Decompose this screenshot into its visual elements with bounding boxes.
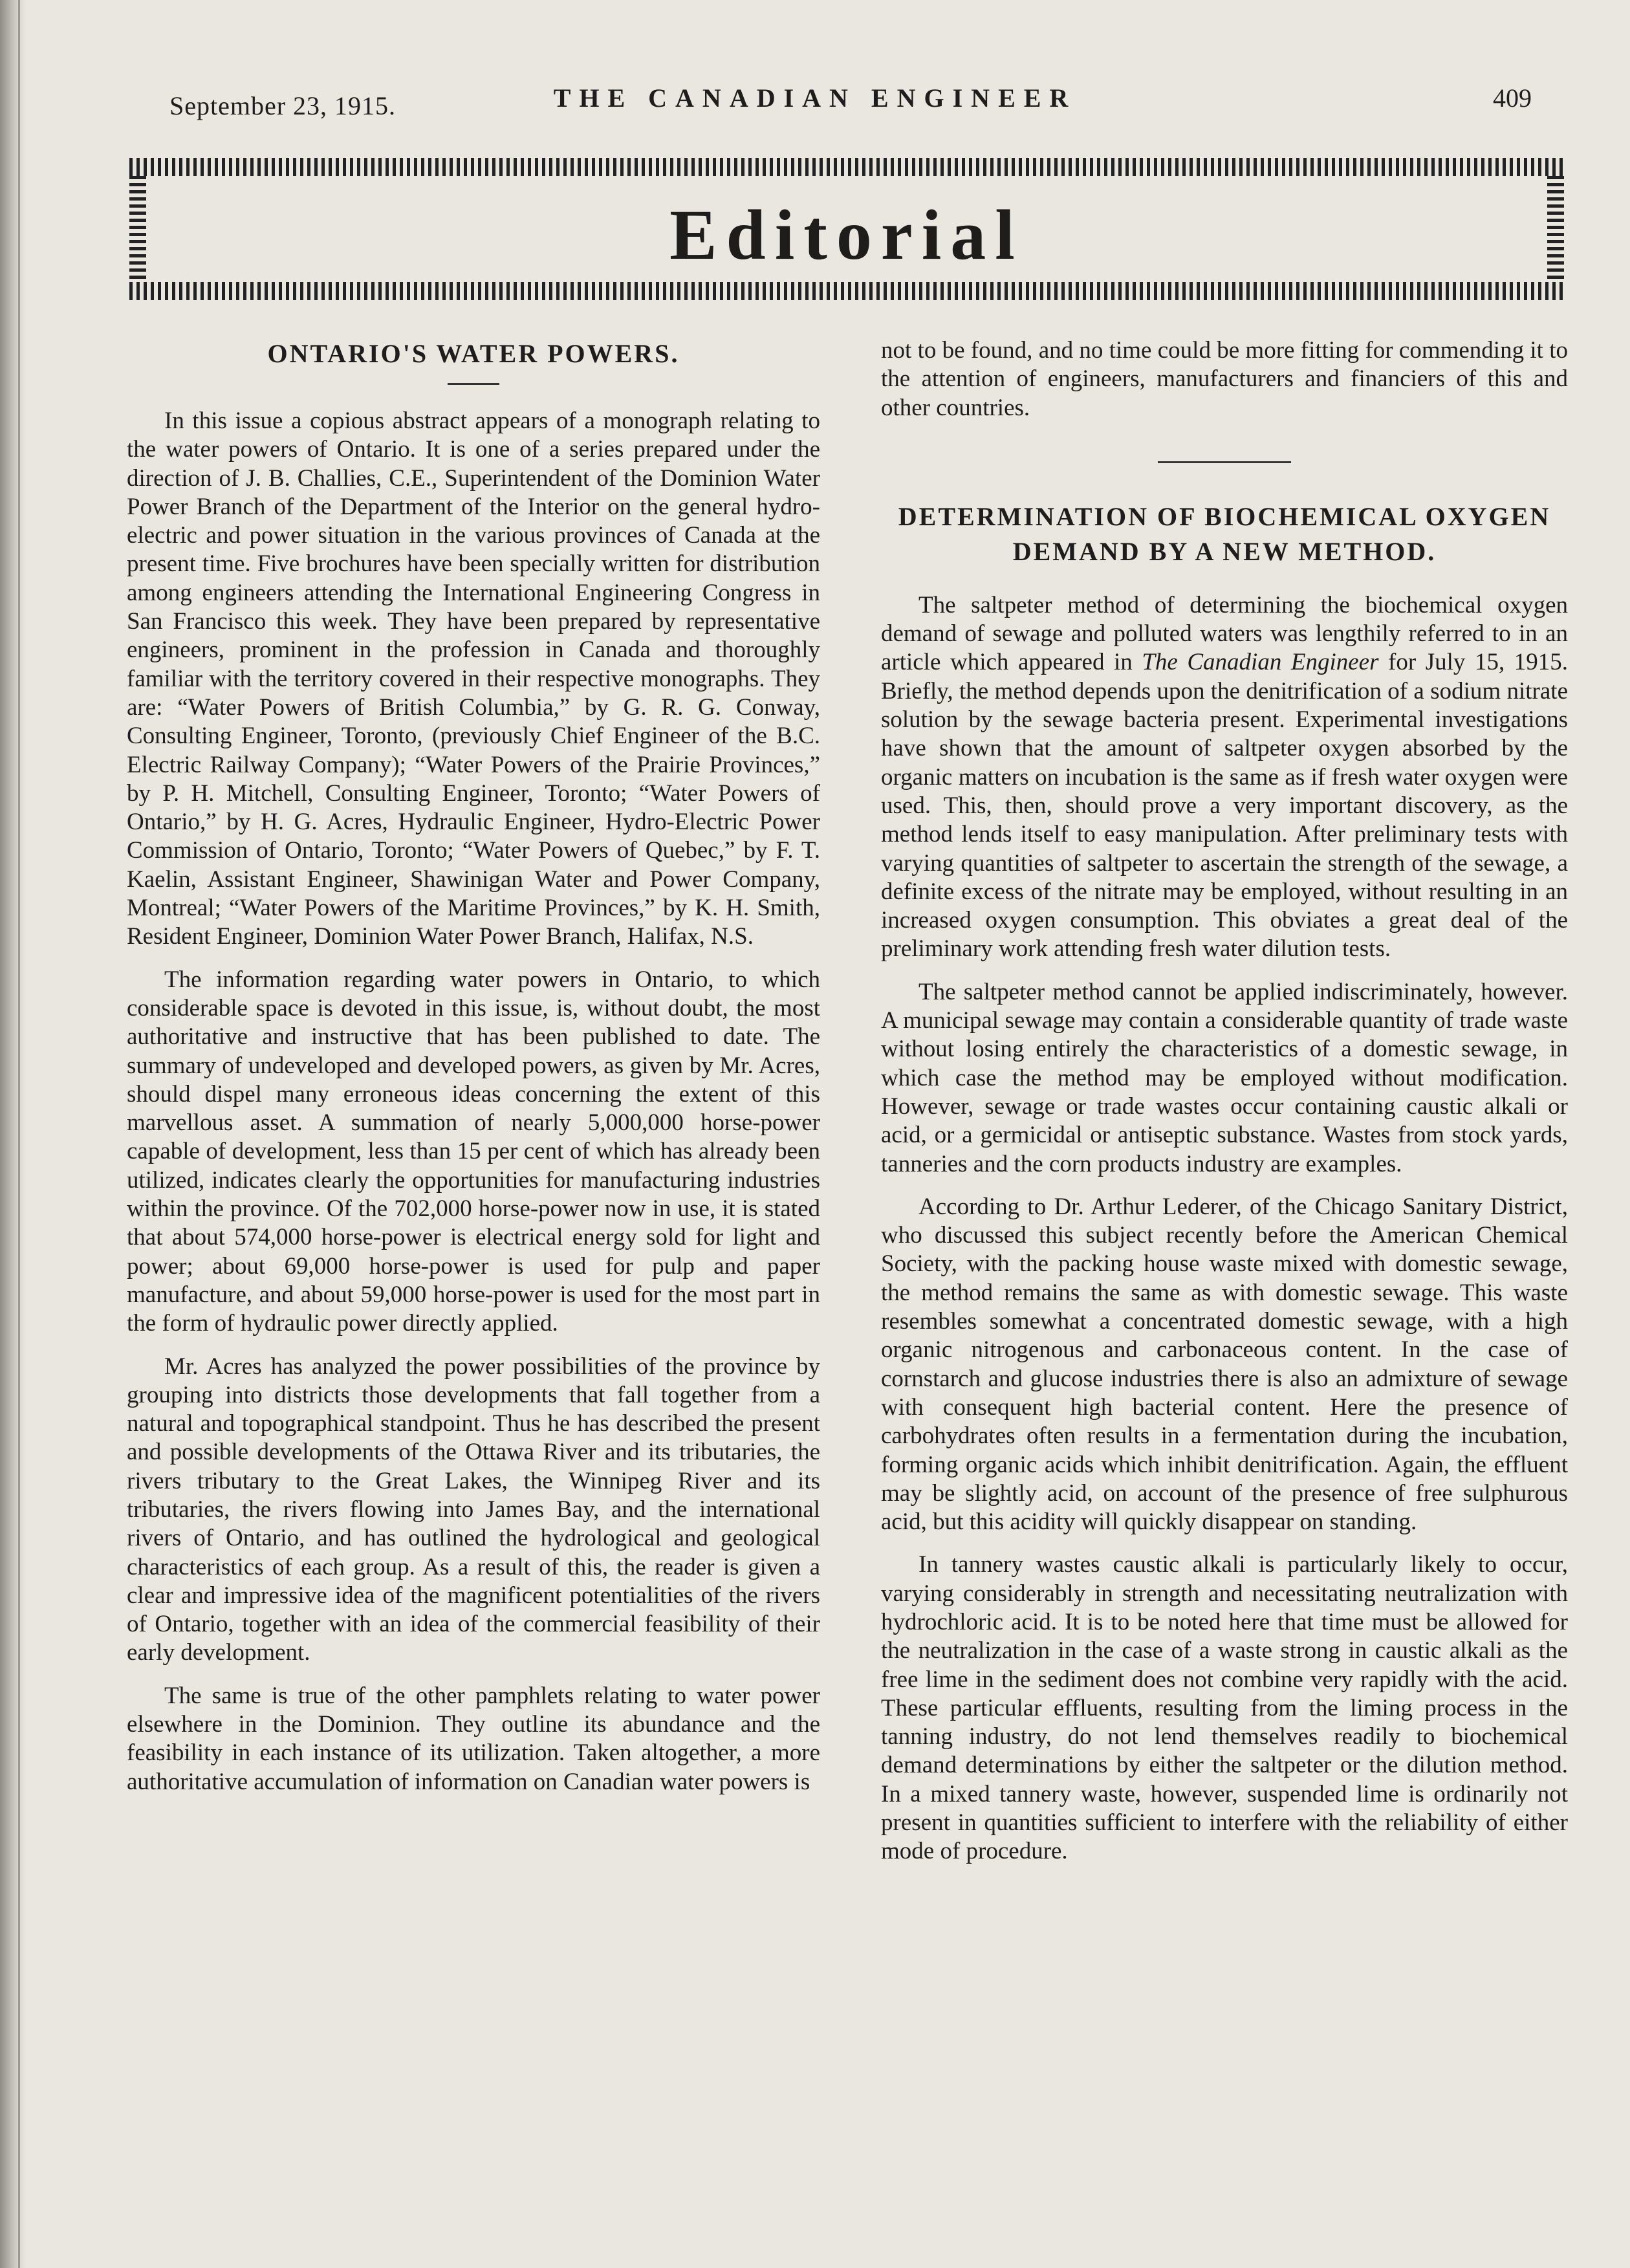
- article-title-biochemical-oxygen: DETERMINATION OF BIOCHEMICAL OXYGEN DEMAND BY A NEW METHOD.: [898, 501, 1551, 566]
- binding-edge: [18, 0, 20, 2268]
- paragraph: [881, 591, 1568, 964]
- paragraph: Mr. Acres has analyzed the power possibilities of the province by grouping into districts those developments that fall together from a natural and topographical standpoint. Thus he has described the present and possible developments of the Ottawa River and its tributaries, the rivers tributary to the Great Lakes, the Winnipeg River and its tributaries, the rivers flowing into James Bay, and the international rivers of Ontario, and has outlined the hydrological and geological characteristics of each group. As a result of this, the reader is given a clear and impressive idea of the magnificent potentialities of the rivers of Ontario, together with an idea of the commercial feasibility of their early development.: [127, 1353, 820, 1666]
- section-divider: [1158, 461, 1291, 463]
- left-column: [127, 336, 820, 1811]
- paragraph: In this issue a copious abstract appears of a monograph relating to the water powers of Ontario. It is one of a series prepared under the direction of J. B. Challies, C.E., Superintendent of the Dominion Water Power Branch of the Department of the Interior on the general hydro-electric and power situation in the various provinces of Canada at the present time. Five brochures have been specially written for distribution among engineers attending the International Engineering Congress in San Francisco this week. They have been prepared by representative engineers, prominent in the profession in Canada and thoroughly familiar with the territory covered in their respective monographs. They are: “Water Powers of British Columbia,” by G. R. G. Conway, Consulting Engineer, Toronto, (previously Chief Engineer of the B.C. Electric Railway Company); “Water Powers of the Prairie Provinces,” by P. H. Mitchell, Consulting Engineer, Toronto; “Water Powers of Ontario,” by H. G. Acres, Hydraulic Engineer, Hydro-Electric Power Commission of Ontario, Toronto; “Water Powers of Quebec,” by F. T. Kaelin, Assistant Engineer, Shawinigan Water and Power Company, Montreal; “Water Powers of the Maritime Provinces,” by K. H. Smith, Resident Engineer, Dominion Water Power Branch, Halifax, N.S.: [127, 408, 820, 950]
- title-rule: [448, 383, 499, 385]
- paragraph: According to Dr. Arthur Lederer, of the Chicago Sanitary District, who discussed this subject recently before the American Chemical Society, with the packing house waste mixed with domestic sewage, the method remains the same as with domestic sewage. This waste resembles somewhat a concentrated domestic sewage, with a high organic nitrogenous and carbonaceous content. In the case of cornstarch and glucose industries there is also an admixture of sewage with consequent high bacterial content. Here the presence of carbohydrates often results in a fermentation during the incubation, forming organic acids which inhibit denitrification. Again, the effluent may be slightly acid, on account of the presence of free sulphurous acid, but this acidity will quickly disappear on standing.: [881, 1193, 1568, 1536]
- paragraph-text: The saltpeter method of determining the biochemical oxygen demand of sewage and polluted waters was lengthily referred to in an article which appeared in: [881, 591, 1568, 676]
- paragraph-text: for July 15, 1915. Briefly, the method depends upon the denitrification of a sodium nitrate solution by the sewage bacteria present. Experimental investigations have shown that the amount of saltpeter oxygen absorbed by the organic matters on incubation is the same as if fresh water oxygen were used. This, then, should prove a very important discovery, as the method lends itself to easy manipulation. After preliminary tests with varying quantities of saltpeter to ascertain the strength of the sewage, a definite excess of the nitrate may be employed, without resulting in an increased oxygen consumption. This obviates a great deal of the preliminary work attending fresh water dilution tests.: [881, 649, 1568, 963]
- paragraph: In tannery wastes caustic alkali is particularly likely to occur, varying considerably in strength and necessitating neutralization with hydrochloric acid. It is to be noted here that time must be allowed for the neutralization in the case of a waste strong in caustic alkali as the free lime in the sediment does not combine very rapidly with the acid. These particular effluents, resulting from the liming process in the tanning industry, do not lend themselves readily to biochemical demand determinations by either the saltpeter or the dilution method. In a mixed tannery waste, however, suspended lime is ordinarily not present in quantities sufficient to interfere with the reliability of either mode of procedure.: [881, 1551, 1568, 1865]
- banner-border-bottom: [129, 282, 1564, 300]
- article-title-water-powers: ONTARIO'S WATER POWERS.: [267, 339, 680, 368]
- banner-border-top: [129, 158, 1564, 176]
- page-number: 409: [1493, 83, 1532, 113]
- right-column: [881, 336, 1568, 1881]
- paragraph: The saltpeter method cannot be applied indiscriminately, however. A municipal sewage may contain a considerable quantity of trade waste without losing entirely the characteristics of a domestic sewage, in which case the method may be employed without modification. However, sewage or trade wastes occur containing caustic alkali or acid, or a germicidal or antiseptic substance. Wastes from stock yards, tanneries and the corn products industry are examples.: [881, 978, 1568, 1177]
- paragraph-continuation: not to be found, and no time could be more fitting for commending it to the attention of engineers, manufacturers and financiers of this and other countries.: [881, 337, 1568, 421]
- editorial-banner: [129, 158, 1564, 300]
- page-gutter: [0, 0, 26, 2268]
- issue-date: September 23, 1915.: [169, 91, 397, 120]
- journal-title: THE CANADIAN ENGINEER: [553, 83, 1077, 113]
- banner-title: Editorial: [669, 195, 1024, 274]
- publication-name: The Canadian Engineer: [1142, 649, 1379, 676]
- paragraph: The information regarding water powers in Ontario, to which considerable space is devoted in this issue, is, without doubt, the most authoritative and instructive that has been published to date. The summary of undeveloped and developed powers, as given by Mr. Acres, should dispel many erroneous ideas concerning the extent of this marvellous asset. A summation of nearly 5,000,000 horse-power capable of development, less than 15 per cent of which has already been utilized, indicates clearly the opportunities for manufacturing industries within the province. Of the 702,000 horse-power now in use, it is stated that about 574,000 horse-power is electrical energy sold for light and power; about 69,000 horse-power is used for pulp and paper manufacture, and about 59,000 horse-power is used for the most part in the form of hydraulic power directly applied.: [127, 966, 820, 1337]
- paragraph: The same is true of the other pamphlets relating to water power elsewhere in the Dominion. They outline its abundance and the feasibility in each instance of its utilization. Taken altogether, a more authoritative accumulation of information on Canadian water powers is: [127, 1682, 820, 1795]
